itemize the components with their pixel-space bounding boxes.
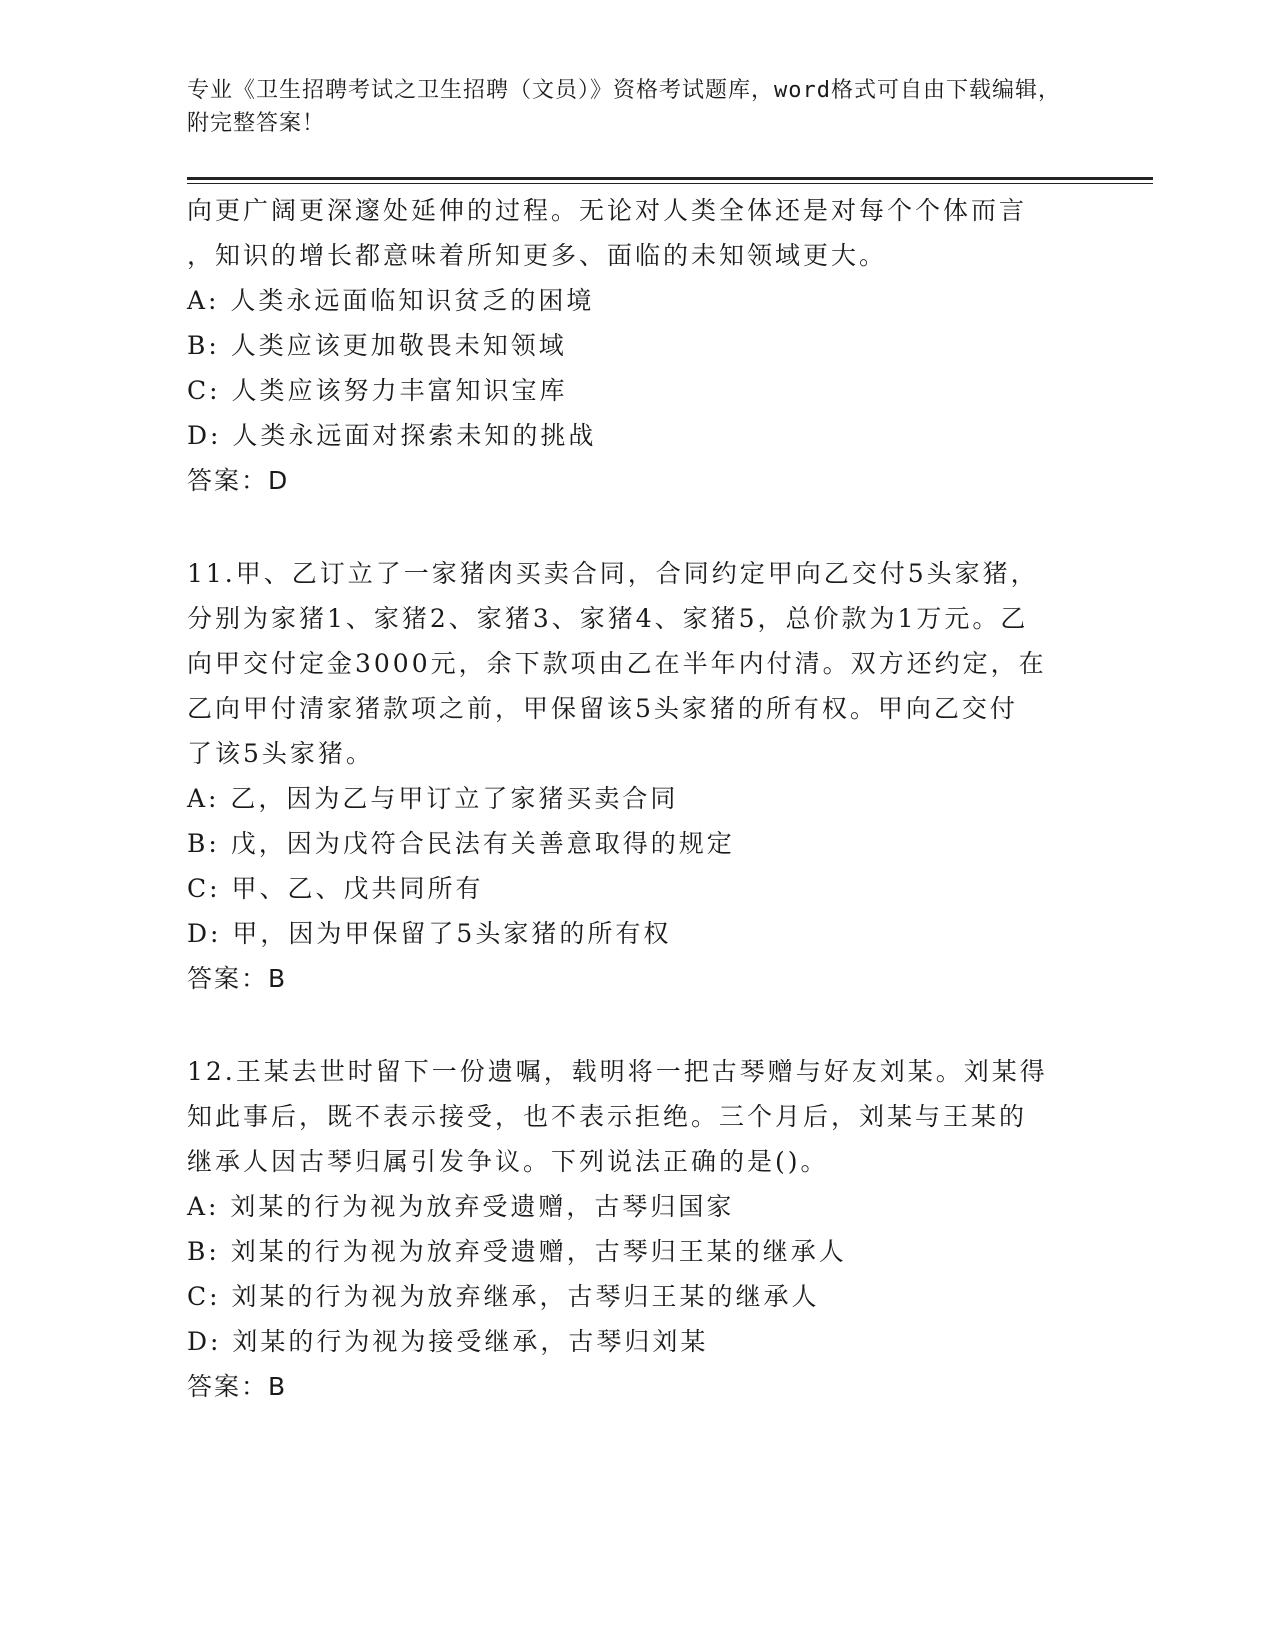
question-block <box>187 551 1087 1001</box>
option-d: D: 甲，因为甲保留了5头家猪的所有权 <box>187 919 672 948</box>
question-stem-line: 向甲交付定金3000元，余下款项由乙在半年内付清。双方还约定，在 <box>187 649 1047 678</box>
option-c: C: 人类应该努力丰富知识宝库 <box>187 376 568 405</box>
question-stem-line: 了该5头家猪。 <box>187 739 374 768</box>
question-stem-line: ，知识的增长都意味着所知更多、面临的未知领域更大。 <box>187 241 888 270</box>
page-header: 专业《卫生招聘考试之卫生招聘（文员）》资格考试题库，word格式可自由下载编辑，附完整答案！ <box>187 78 1061 136</box>
question-block <box>187 1049 1087 1409</box>
header-rule-thin <box>187 183 1153 184</box>
answer: 答案：D <box>187 466 290 495</box>
option-c: C: 刘某的行为视为放弃继承，古琴归王某的继承人 <box>187 1282 820 1311</box>
question-stem-line: 乙向甲付清家猪款项之前，甲保留该5头家猪的所有权。甲向乙交付 <box>187 694 1018 723</box>
question-stem-line: 继承人因古琴归属引发争议。下列说法正确的是()。 <box>187 1147 829 1176</box>
question-stem-line: 知此事后，既不表示接受，也不表示拒绝。三个月后，刘某与王某的 <box>187 1102 1028 1131</box>
option-a: A: 乙，因为乙与甲订立了家猪买卖合同 <box>187 784 679 813</box>
question-stem-line: 12.王某去世时留下一份遗嘱，载明将一把古琴赠与好友刘某。刘某得 <box>187 1057 1048 1086</box>
question-list <box>187 188 1087 1409</box>
option-b: B: 人类应该更加敬畏未知领域 <box>187 331 567 360</box>
answer: 答案：B <box>187 964 288 993</box>
option-b: B: 刘某的行为视为放弃受遗赠，古琴归王某的继承人 <box>187 1237 847 1266</box>
header-rule-thick <box>187 177 1153 180</box>
option-c: C: 甲、乙、戊共同所有 <box>187 874 484 903</box>
answer: 答案：B <box>187 1372 288 1401</box>
question-stem-line: 分别为家猪1、家猪2、家猪3、家猪4、家猪5，总价款为1万元。乙 <box>187 604 1029 633</box>
question-stem-line: 11.甲、乙订立了一家猪肉买卖合同，合同约定甲向乙交付5头家猪， <box>187 559 1039 588</box>
option-d: D: 刘某的行为视为接受继承，古琴归刘某 <box>187 1327 709 1356</box>
option-a: A: 人类永远面临知识贫乏的困境 <box>187 286 595 315</box>
question-block <box>187 188 1087 503</box>
option-d: D: 人类永远面对探索未知的挑战 <box>187 421 597 450</box>
option-a: A: 刘某的行为视为放弃受遗赠，古琴归国家 <box>187 1192 735 1221</box>
question-stem-line: 向更广阔更深邃处延伸的过程。无论对人类全体还是对每个个体而言 <box>187 196 1028 225</box>
option-b: B: 戊，因为戊符合民法有关善意取得的规定 <box>187 829 735 858</box>
